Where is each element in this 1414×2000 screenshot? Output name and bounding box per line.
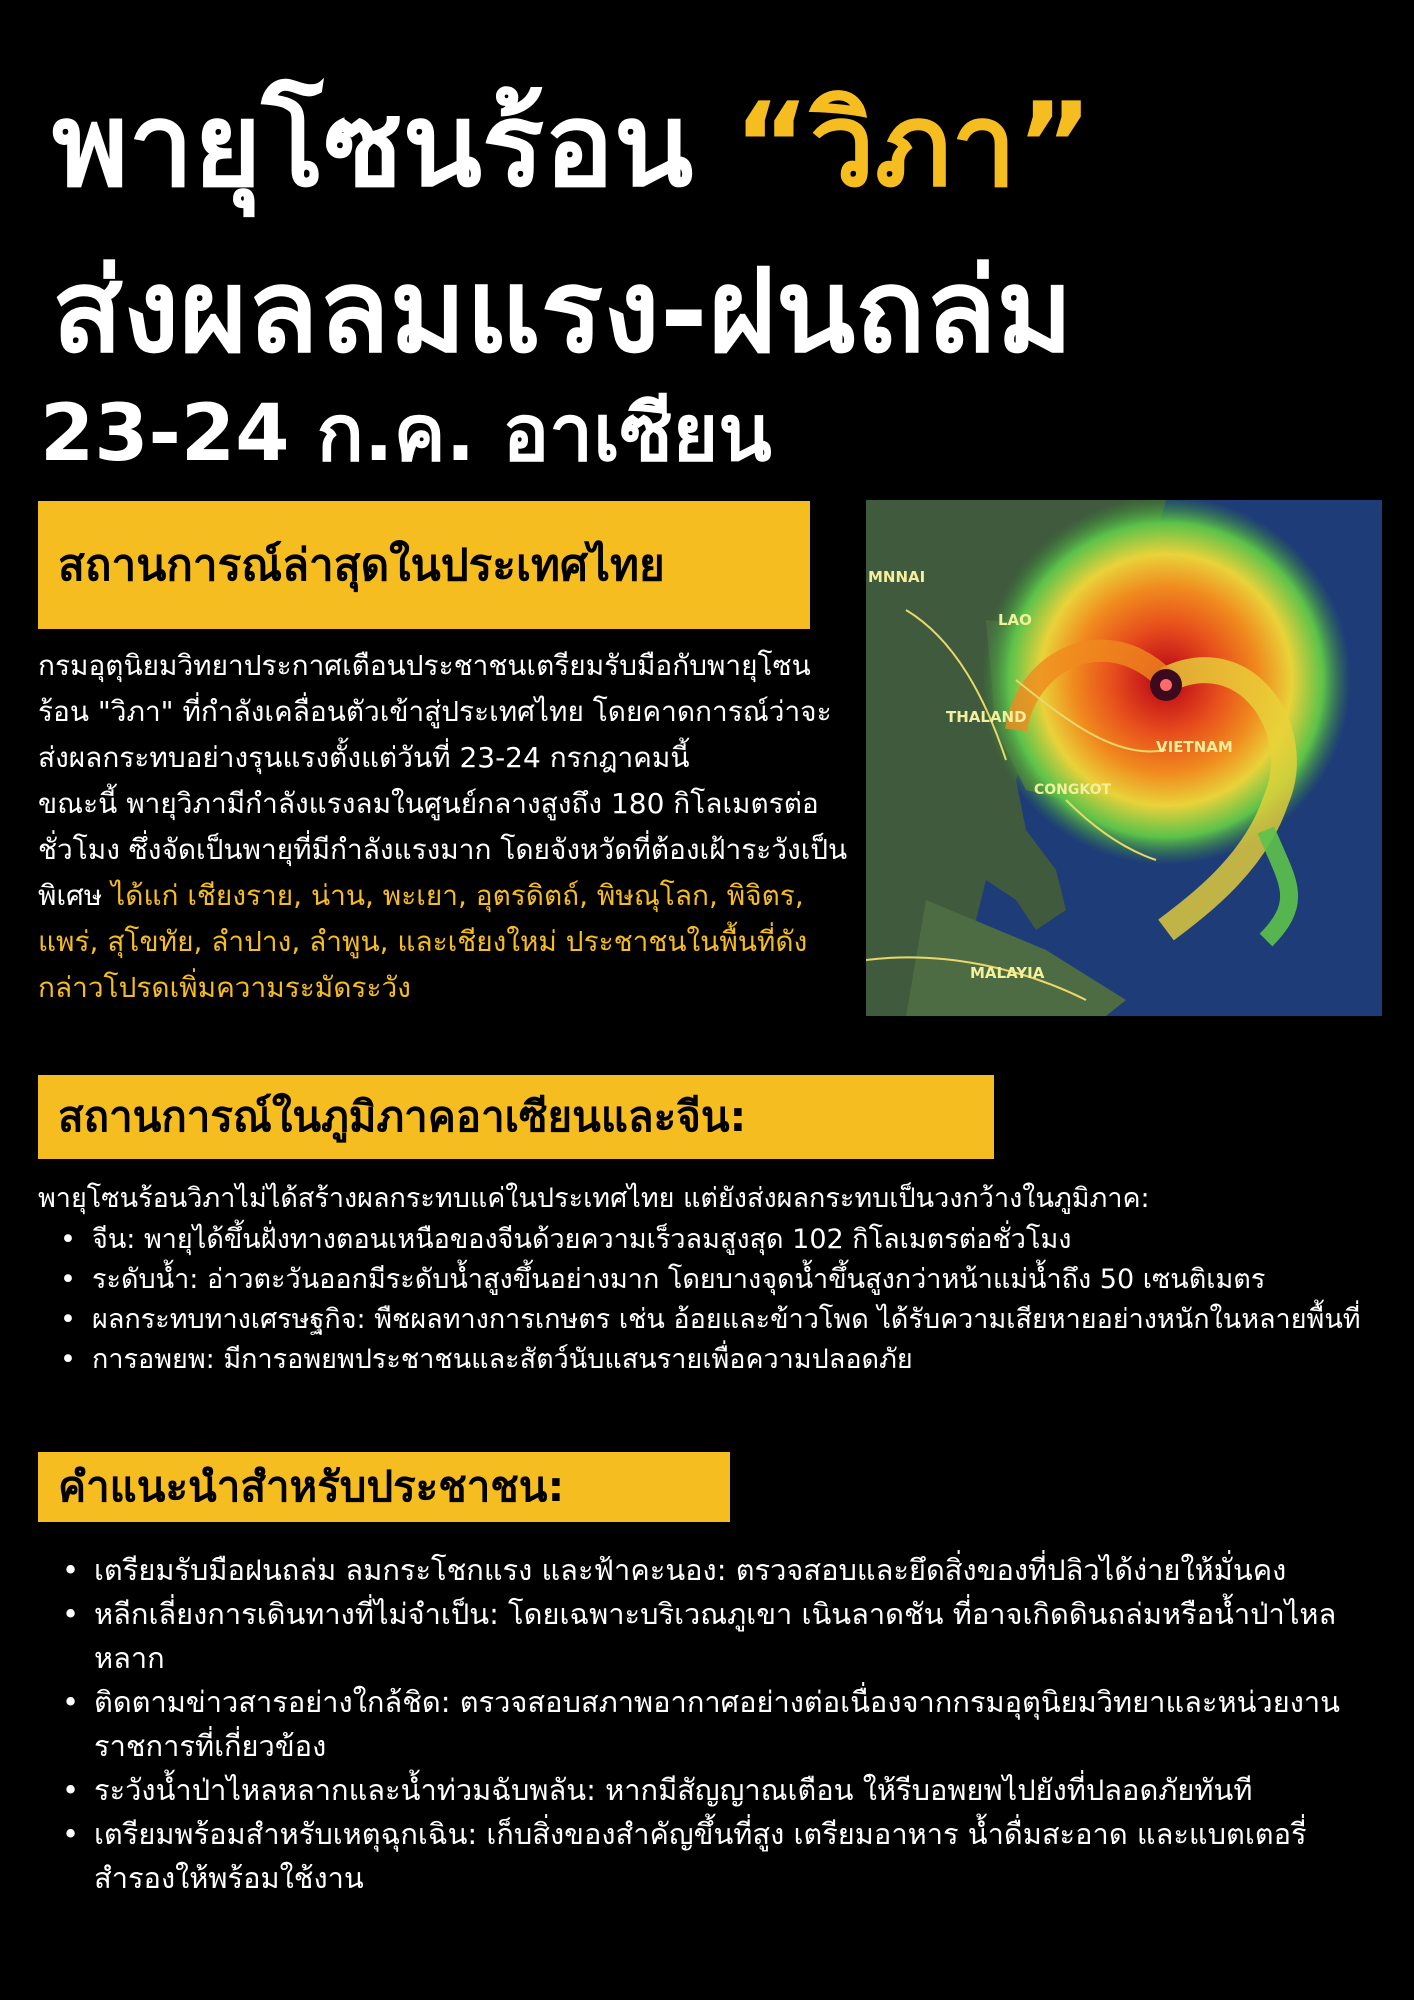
asean-intro: พายุโซนร้อนวิภาไม่ได้สร้างผลกระทบแค่ในประเทศไทย แต่ยังส่งผลกระทบเป็นวงกว้างในภูมิภาค: — [38, 1183, 1150, 1214]
asean-impact-list — [38, 1220, 1378, 1380]
advice-section-heading: คำแนะนำสำหรับประชาชน: — [38, 1452, 730, 1522]
map-label-vietnam: VIETNAM — [1156, 738, 1233, 756]
map-label-malayia: MALAYIA — [970, 964, 1045, 982]
thailand-paragraph-2-text: ขณะนี้ พายุวิภามีกำลังแรงลมในศูนย์กลางสูงถึง 180 กิโลเมตรต่อชั่วโมง ซึ่งจัดเป็นพายุที่มีกำลังแรงมาก โดยจังหวัดที่ต้องเฝ้าระวังเป็นพิเศษ — [38, 787, 848, 912]
headline-line-2: ส่งผลลมแรง-ฝนถล่ม — [52, 244, 1073, 379]
thailand-section-body — [38, 643, 858, 1011]
satellite-storm-image — [866, 500, 1382, 1016]
list-item: • จีน: พายุได้ขึ้นฝั่งทางตอนเหนือของจีนด้วยความเร็วลมสูงสุด 102 กิโลเมตรต่อชั่วโมง — [38, 1220, 1378, 1260]
headline-date-region: 23-24 ก.ค. อาเซียน — [40, 389, 772, 479]
asean-section-heading: สถานการณ์ในภูมิภาคอาเซียนและจีน: — [38, 1075, 994, 1159]
map-label-lao: LAO — [998, 611, 1032, 629]
list-item: • เตรียมรับมือฝนถล่ม ลมกระโชกแรง และฟ้าคะนอง: ตรวจสอบและยึดสิ่งของที่ปลิวได้ง่ายให้มั่นคง — [40, 1548, 1380, 1592]
thailand-section-heading: สถานการณ์ล่าสุดในประเทศไทย — [38, 501, 810, 629]
thailand-paragraph-1: กรมอุตุนิยมวิทยาประกาศเตือนประชาชนเตรียมรับมือกับพายุโซนร้อน "วิภา" ที่กำลังเคลื่อนตัวเข้าสู่ประเทศไทย โดยคาดการณ์ว่าจะส่งผลกระทบอย่างรุนแรงตั้งแต่วันที่ 23-24 กรกฎาคมนี้ — [38, 649, 832, 774]
advice-list — [40, 1548, 1380, 1900]
list-item: • ผลกระทบทางเศรษฐกิจ: พืชผลทางการเกษตร เช่น อ้อยและข้าวโพด ได้รับความเสียหายอย่างหนักในหลายพื้นที่ — [38, 1300, 1378, 1340]
list-item: • ระดับน้ำ: อ่าวตะวันออกมีระดับน้ำสูงขึ้นอย่างมาก โดยบางจุดน้ำขึ้นสูงกว่าหน้าแม่น้ำถึง 50 เซนติเมตร — [38, 1260, 1378, 1300]
thailand-paragraph-2 — [38, 781, 858, 1011]
list-item: • หลีกเลี่ยงการเดินทางที่ไม่จำเป็น: โดยเฉพาะบริเวณภูเขา เนินลาดชัน ที่อาจเกิดดินถล่มหรือน้ำป่าไหลหลาก — [40, 1592, 1380, 1680]
headline-prefix: พายุโซนร้อน — [52, 78, 734, 213]
map-label-mnnai: MNNAI — [868, 568, 926, 586]
list-item: • การอพยพ: มีการอพยพประชาชนและสัตว์นับแสนรายเพื่อความปลอดภัย — [38, 1340, 1378, 1380]
storm-name-highlight: “วิภา” — [733, 78, 1093, 213]
watch-provinces-highlight: ได้แก่ เชียงราย, น่าน, พะเยา, อุตรดิตถ์, พิษณุโลก, พิจิตร, แพร่, สุโขทัย, ลำปาง, ลำพูน, และเชียงใหม่ ประชาชนในพื้นที่ดังกล่าวโปรดเพิ่มความระมัดระวัง — [38, 879, 808, 1004]
list-item: • ระวังน้ำป่าไหลหลากและน้ำท่วมฉับพลัน: หากมีสัญญาณเตือน ให้รีบอพยพไปยังที่ปลอดภัยทันที — [40, 1768, 1380, 1812]
headline-line-1 — [52, 78, 1093, 213]
map-label-congkot: CONGKOT — [1034, 782, 1112, 798]
list-item: • เตรียมพร้อมสำหรับเหตุฉุกเฉิน: เก็บสิ่งของสำคัญขึ้นที่สูง เตรียมอาหาร น้ำดื่มสะอาด และแบตเตอรี่สำรองให้พร้อมใช้งาน — [40, 1812, 1380, 1900]
map-label-thailand: THALAND — [946, 708, 1027, 726]
list-item: • ติดตามข่าวสารอย่างใกล้ชิด: ตรวจสอบสภาพอากาศอย่างต่อเนื่องจากกรมอุตุนิยมวิทยาและหน่วยงานราชการที่เกี่ยวข้อง — [40, 1680, 1380, 1768]
